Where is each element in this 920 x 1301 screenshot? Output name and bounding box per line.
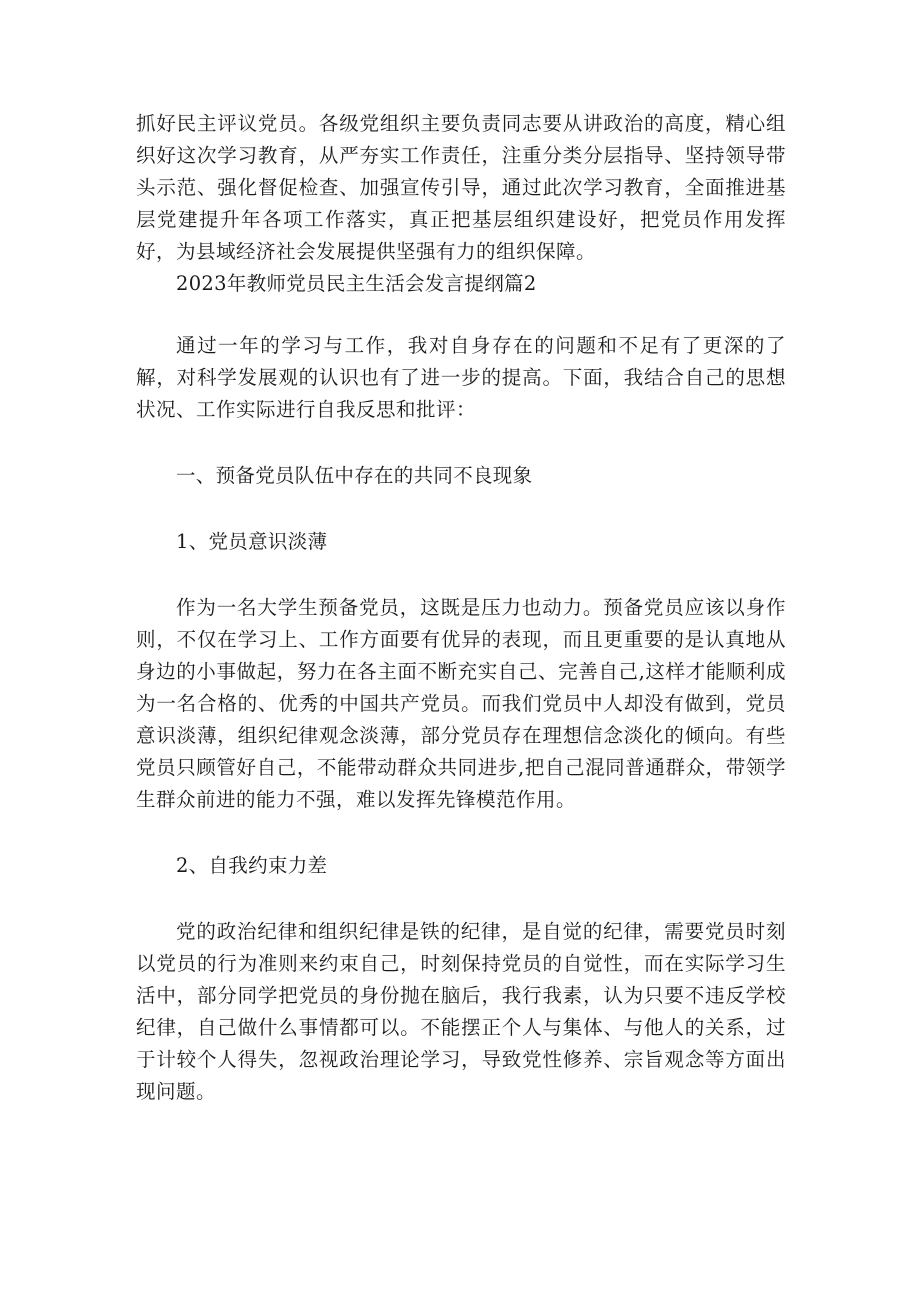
- opening-paragraph: 通过一年的学习与工作，我对自身存在的问题和不足有了更深的了解，对科学发展观的认识也有了进一步的提高。下面，我结合自己的思想状况、工作实际进行自我反思和批评：: [136, 334, 786, 421]
- heading-1: 一、预备党员队伍中存在的共同不良现象: [176, 464, 533, 487]
- subheading-2: 2、自我约束力差: [176, 854, 328, 877]
- spacer: [136, 492, 786, 526]
- spacer: [136, 426, 786, 460]
- intro-paragraph: 抓好民主评议党员。各级党组织主要负责同志要从讲政治的高度，精心组织好这次学习教育，从严夯实工作责任，注重分类分层指导、坚持领导带头示范、强化督促检查、加强宣传引导，通过此次学习教育，全面推进基层党建提升年各项工作落实，真正把基层组织建设好，把党员作用发挥好，为县域经济社会发展提供坚强有力的组织保障。: [136, 112, 786, 263]
- spacer: [136, 558, 786, 592]
- spacer: [136, 882, 786, 916]
- spacer: [136, 300, 786, 330]
- spacer: [136, 816, 786, 850]
- paragraph-1: 作为一名大学生预备党员，这既是压力也动力。预备党员应该以身作则，不仅在学习上、工作方面要有优异的表现，而且更重要的是认真地从身边的小事做起，努力在各主面不断充实自己、完善自己,这样才能顺利成为一名合格的、优秀的中国共产党员。而我们党员中人却没有做到，党员意识淡薄，组织纪律观念淡薄，部分党员存在理想信念淡化的倾向。有些党员只顾管好自己，不能带动群众共同进步,把自己混同普通群众，带领学生群众前进的能力不强，难以发挥先锋模范作用。: [136, 596, 786, 811]
- section-title: 2023年教师党员民主生活会发言提纲篇2: [176, 272, 537, 295]
- document-page: [136, 108, 786, 1108]
- subheading-1: 1、党员意识淡薄: [176, 530, 328, 553]
- paragraph-2: 党的政治纪律和组织纪律是铁的纪律，是自觉的纪律，需要党员时刻以党员的行为准则来约束自己，时刻保持党员的自觉性，而在实际学习生活中，部分同学把党员的身份抛在脑后，我行我素，认为只要不违反学校纪律，自己做什么事情都可以。不能摆正个人与集体、与他人的关系，过于计较个人得失，忽视政治理论学习，导致党性修养、宗旨观念等方面出现问题。: [136, 920, 786, 1103]
